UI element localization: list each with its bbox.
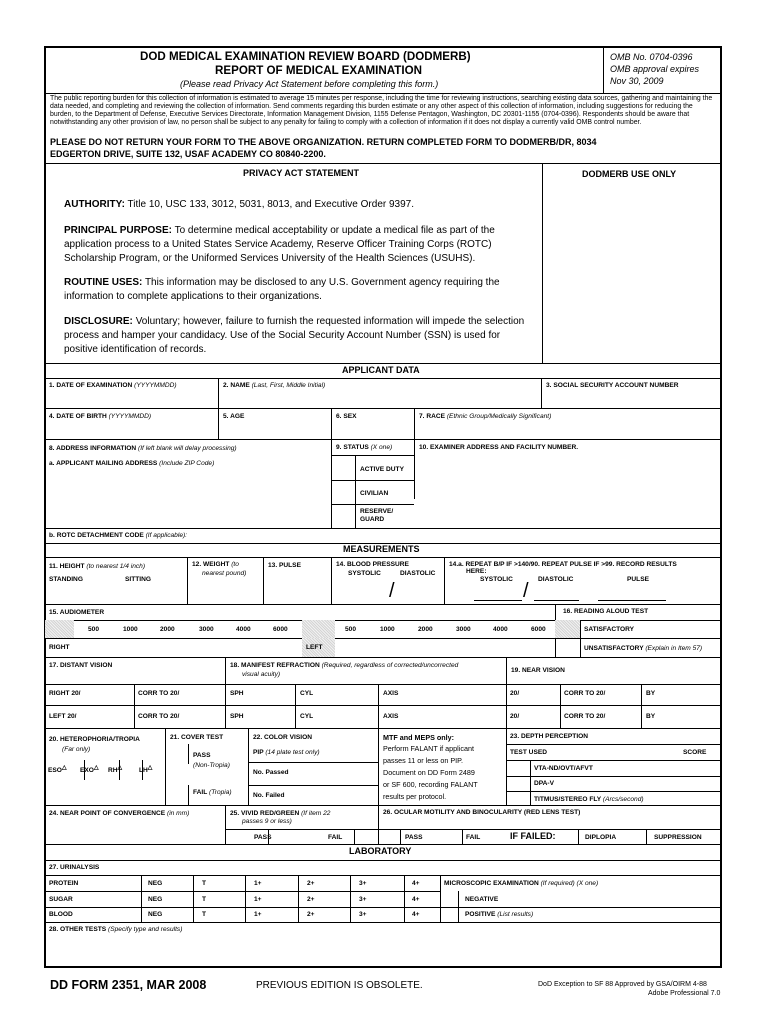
- ocular-pass-option[interactable]: PASS: [405, 834, 423, 841]
- prism-icon: △: [117, 765, 123, 771]
- dodmerb-use-only: DODMERB USE ONLY: [582, 169, 677, 179]
- freq-500-right: 500: [88, 626, 100, 633]
- microscopic-label: MICROSCOPIC EXAMINATION (If required) (X one): [444, 880, 599, 887]
- right-near-corr-field[interactable]: CORR TO 20/: [564, 690, 606, 697]
- freq-500-left: 500: [345, 626, 357, 633]
- near-point-label[interactable]: 24. NEAR POINT OF CONVERGENCE (in mm): [49, 810, 190, 817]
- blood-neg[interactable]: NEG: [148, 911, 163, 918]
- sitting-label[interactable]: SITTING: [125, 576, 152, 583]
- diplopia-option[interactable]: DIPLOPIA: [585, 834, 617, 841]
- protein-2plus[interactable]: 2+: [307, 880, 315, 887]
- freq-1000-right: 1000: [123, 626, 138, 633]
- cover-fail-option[interactable]: FAIL (Tropia): [193, 789, 232, 796]
- protein-label: PROTEIN: [49, 880, 79, 887]
- depth-perception-label: 23. DEPTH PERCEPTION: [510, 733, 589, 740]
- color-vision-label: 22. COLOR VISION: [253, 734, 312, 741]
- sugar-1plus[interactable]: 1+: [254, 896, 262, 903]
- other-tests-label[interactable]: 28. OTHER TESTS (Specify type and results): [49, 926, 183, 933]
- bp-systolic-label: SYSTOLIC: [348, 570, 381, 577]
- protein-trace[interactable]: T: [202, 880, 207, 887]
- omb-date: Nov 30, 2009: [610, 76, 664, 86]
- titmus-option[interactable]: TITMUS/STEREO FLY (Arcs/second): [534, 796, 644, 803]
- freq-3000-right: 3000: [199, 626, 214, 633]
- protein-neg[interactable]: NEG: [148, 880, 163, 887]
- date-of-birth-label[interactable]: 4. DATE OF BIRTH (YYYYMMDD): [49, 413, 152, 420]
- form-subtitle: REPORT OF MEDICAL EXAMINATION: [215, 64, 422, 77]
- measurements-title: MEASUREMENTS: [343, 544, 420, 554]
- score-label: SCORE: [683, 749, 707, 756]
- positive-option[interactable]: POSITIVE (List results): [465, 911, 534, 918]
- cover-test-label: 21. COVER TEST: [170, 734, 224, 741]
- weight-hint: nearest pound): [202, 570, 247, 577]
- repeat-diastolic-line[interactable]: [534, 600, 579, 601]
- unsatisfactory-option[interactable]: UNSATISFACTORY (Explain in Item 57): [584, 645, 703, 652]
- left-ear-label[interactable]: LEFT: [306, 644, 323, 651]
- audiometer-shade-left: [45, 620, 74, 638]
- far-only-hint: (Far only): [62, 746, 91, 753]
- laboratory-title: LABORATORY: [349, 846, 412, 856]
- right-near-20-field[interactable]: 20/: [510, 690, 520, 697]
- vivid-fail-option[interactable]: FAIL: [328, 834, 343, 841]
- privacy-act-title: PRIVACY ACT STATEMENT: [243, 168, 360, 178]
- manifest-refraction-label: 18. MANIFEST REFRACTION (Required, regardless of corrected/uncorrected: [230, 662, 459, 669]
- blood-1plus[interactable]: 1+: [254, 911, 262, 918]
- repeat-diastolic-label: DIASTOLIC: [538, 576, 574, 583]
- bp-diastolic-label: DIASTOLIC: [400, 570, 436, 577]
- lh-field[interactable]: LH△: [139, 765, 153, 775]
- eso-field[interactable]: ESO△: [48, 765, 67, 775]
- sugar-label: SUGAR: [49, 896, 73, 903]
- right-cyl-field[interactable]: CYL: [300, 690, 314, 697]
- sugar-3plus[interactable]: 3+: [359, 896, 367, 903]
- cover-pass-option[interactable]: PASS: [193, 752, 211, 759]
- sugar-2plus[interactable]: 2+: [307, 896, 315, 903]
- reading-aloud-label: 16. READING ALOUD TEST: [563, 608, 649, 615]
- vta-option[interactable]: VTA-ND/OVT/AFVT: [534, 765, 593, 772]
- right-sph-field[interactable]: SPH: [230, 690, 244, 697]
- left-20-field[interactable]: LEFT 20/: [49, 713, 77, 720]
- mtf-line-2: passes 11 or less on PIP.: [383, 756, 464, 765]
- privacy-note: (Please read Privacy Act Statement before completing this form.): [180, 79, 439, 89]
- repeat-pulse-label: PULSE: [627, 576, 649, 583]
- ocular-fail-option[interactable]: FAIL: [466, 834, 481, 841]
- authority-paragraph: AUTHORITY: Title 10, USC 133, 3012, 5031, 8013, and Executive Order 9397.: [64, 199, 415, 210]
- freq-2000-right: 2000: [160, 626, 175, 633]
- height-label: 11. HEIGHT (to nearest 1/4 inch): [49, 563, 146, 570]
- repeat-bp-slash: /: [523, 580, 529, 602]
- near-vision-label: 19. NEAR VISION: [511, 667, 565, 674]
- heterophoria-label: 20. HETEROPHORIA/TROPIA: [49, 736, 140, 743]
- distant-vision-label: 17. DISTANT VISION: [49, 662, 113, 669]
- previous-edition-note: PREVIOUS EDITION IS OBSOLETE.: [256, 980, 423, 991]
- protein-1plus[interactable]: 1+: [254, 880, 262, 887]
- rotc-code-label[interactable]: b. ROTC DETACHMENT CODE (If applicable):: [49, 532, 188, 539]
- name-label[interactable]: 2. NAME (Last, First, Middle Initial): [223, 382, 326, 389]
- mtf-line-1: Perform FALANT if applicant: [383, 744, 474, 753]
- routine-uses-paragraph: ROUTINE USES: This information may be disclosed to any U.S. Government agency requiring the information to complete applications to their organizations.: [64, 277, 500, 302]
- examiner-address-label[interactable]: 10. EXAMINER ADDRESS AND FACILITY NUMBER.: [419, 444, 579, 451]
- status-active-duty[interactable]: ACTIVE DUTY: [360, 466, 404, 473]
- dpa-option[interactable]: DPA-V: [534, 780, 555, 787]
- sugar-neg[interactable]: NEG: [148, 896, 163, 903]
- freq-1000-left: 1000: [380, 626, 395, 633]
- repeat-systolic-label: SYSTOLIC: [480, 576, 513, 583]
- right-ear-label[interactable]: RIGHT: [49, 644, 70, 651]
- ocular-motility-label: 26. OCULAR MOTILITY AND BINOCULARITY (RED LENS TEST): [383, 809, 581, 816]
- non-tropia-hint: (Non-Tropia): [193, 762, 230, 769]
- left-cyl-field[interactable]: CYL: [300, 713, 314, 720]
- blood-label: BLOOD: [49, 911, 73, 918]
- freq-3000-left: 3000: [456, 626, 471, 633]
- race-label[interactable]: 7. RACE (Ethnic Group/Medically Significant): [419, 413, 552, 420]
- right-20-field[interactable]: RIGHT 20/: [49, 690, 81, 697]
- mtf-line-3: Document on DD Form 2489: [383, 768, 475, 777]
- form-number: DD FORM 2351, MAR 2008: [50, 978, 207, 992]
- repeat-pulse-line[interactable]: [598, 600, 666, 601]
- number-passed-field[interactable]: No. Passed: [253, 769, 289, 776]
- status-label: 9. STATUS (X one): [336, 444, 393, 451]
- status-reserve[interactable]: RESERVE/: [360, 508, 394, 515]
- dod-exception-note: DoD Exception to SF 88 Approved by GSA/OIRM 4-88: [538, 981, 707, 988]
- suppression-option[interactable]: SUPPRESSION: [654, 834, 702, 841]
- prism-icon: △: [61, 765, 67, 771]
- freq-6000-right: 6000: [273, 626, 288, 633]
- freq-6000-left: 6000: [531, 626, 546, 633]
- freq-4000-right: 4000: [236, 626, 251, 633]
- applicant-data-title: APPLICANT DATA: [342, 365, 420, 375]
- right-axis-field[interactable]: AXIS: [383, 690, 399, 697]
- audiometer-shade-right: [302, 620, 335, 638]
- prism-icon: △: [147, 765, 153, 771]
- blood-trace[interactable]: T: [202, 911, 207, 918]
- repeat-systolic-line[interactable]: [474, 600, 522, 601]
- left-sph-field[interactable]: SPH: [230, 713, 244, 720]
- vivid-pass-option[interactable]: PASS: [254, 834, 272, 841]
- mtf-meps-title: MTF and MEPS only:: [383, 733, 455, 742]
- left-corr-field[interactable]: CORR TO 20/: [138, 713, 180, 720]
- number-failed-field[interactable]: No. Failed: [253, 792, 285, 799]
- protein-3plus[interactable]: 3+: [359, 880, 367, 887]
- ssn-label[interactable]: 3. SOCIAL SECURITY ACCOUNT NUMBER: [546, 382, 679, 389]
- audiometer-label: 15. AUDIOMETER: [49, 609, 105, 616]
- protein-4plus[interactable]: 4+: [412, 880, 420, 887]
- sex-label[interactable]: 6. SEX: [336, 413, 357, 420]
- pip-label: PIP (14 plate test only): [253, 749, 320, 756]
- urinalysis-label: 27. URINALYSIS: [49, 864, 100, 871]
- address-info-label: 8. ADDRESS INFORMATION (If left blank will delay processing): [49, 445, 237, 452]
- return-instructions-1: PLEASE DO NOT RETURN YOUR FORM TO THE ABOVE ORGANIZATION. RETURN COMPLETED FORM TO DODMERB/DR, 8034: [50, 137, 597, 147]
- form-title: DOD MEDICAL EXAMINATION REVIEW BOARD (DODMERB): [140, 50, 471, 63]
- age-label[interactable]: 5. AGE: [223, 413, 245, 420]
- left-near-corr-field[interactable]: CORR TO 20/: [564, 713, 606, 720]
- pulse-label[interactable]: 13. PULSE: [268, 562, 301, 569]
- blood-3plus[interactable]: 3+: [359, 911, 367, 918]
- right-by-field[interactable]: BY: [646, 690, 656, 697]
- blood-4plus[interactable]: 4+: [412, 911, 420, 918]
- return-instructions-2: EDGERTON DRIVE, SUITE 132, USAF ACADEMY CO 80840-2200.: [50, 149, 326, 159]
- repeat-bp-label: 14.a. REPEAT B/P IF >140/90. REPEAT PULSE IF >99. RECORD RESULTS: [449, 561, 677, 568]
- omb-expires: OMB approval expires: [610, 64, 700, 74]
- status-civilian[interactable]: CIVILIAN: [360, 490, 389, 497]
- status-guard[interactable]: GUARD: [360, 516, 385, 523]
- vivid-red-green-label: 25. VIVID RED/GREEN (If item 22: [230, 810, 331, 817]
- mailing-address-label[interactable]: a. APPLICANT MAILING ADDRESS (Include ZIP Code): [49, 460, 215, 467]
- test-used-label: TEST USED: [510, 749, 548, 756]
- mtf-line-4: or SF 600, recording FALANT: [383, 780, 478, 789]
- audiometer-shade-end: [555, 620, 580, 638]
- bp-slash: /: [389, 580, 395, 602]
- adobe-version: Adobe Professional 7.0: [648, 990, 721, 997]
- negative-option[interactable]: NEGATIVE: [465, 896, 499, 903]
- date-of-exam-label[interactable]: 1. DATE OF EXAMINATION (YYYYMMDD): [49, 382, 177, 389]
- blood-2plus[interactable]: 2+: [307, 911, 315, 918]
- manifest-refraction-hint: visual acuity): [242, 671, 281, 678]
- weight-label[interactable]: 12. WEIGHT (to: [192, 561, 239, 568]
- sugar-trace[interactable]: T: [202, 896, 207, 903]
- if-failed-label: IF FAILED:: [510, 831, 556, 841]
- right-corr-field[interactable]: CORR TO 20/: [138, 690, 180, 697]
- satisfactory-option[interactable]: SATISFACTORY: [584, 626, 635, 633]
- burden-statement: The public reporting burden for this collection of information is estimated to average 15 minutes per response, including the time for reviewing instructions, searching existing data sources, gathering and maintaining the data needed, and completing and reviewing the collection of information. Send comments regarding this burden estimate or any other aspect of this collection of information, including suggestions for reducing the burden, to the Department of Defense, Executive Services Directorate, Information Management Division, 1155 Defense Pentagon, Washington, DC 20301-1155 (0704-0396). Respondents should be aware that notwithstanding any other provision of law, no person shall be subject to any penalty for failing to comply with a collection of information if it does not display a currently valid OMB control number.: [50, 95, 713, 127]
- left-axis-field[interactable]: AXIS: [383, 713, 399, 720]
- exo-field[interactable]: EXO△: [80, 765, 99, 775]
- rh-field[interactable]: RH△: [108, 765, 123, 775]
- left-by-field[interactable]: BY: [646, 713, 656, 720]
- vivid-hint: passes 9 or less): [242, 818, 292, 825]
- repeat-here-label: HERE:: [466, 568, 487, 575]
- omb-number: OMB No. 0704-0396: [610, 52, 693, 62]
- disclosure-paragraph: DISCLOSURE: Voluntary; however, failure to furnish the requested information will impede the selection process and hamper your candidacy. Use of the Social Security Account Number (SSN) is used for positive identification of records.: [64, 316, 525, 355]
- left-near-20-field[interactable]: 20/: [510, 713, 520, 720]
- blood-pressure-label: 14. BLOOD PRESSURE: [336, 561, 409, 568]
- freq-4000-left: 4000: [493, 626, 508, 633]
- purpose-paragraph: PRINCIPAL PURPOSE: To determine medical acceptability or update a medical file as part of the application process to a United States Service Academy, Reserve Officer Training Corps (ROTC) Scholarship Program, or the Uniformed Services University of the Health Sciences (USUHS).: [64, 225, 495, 264]
- freq-2000-left: 2000: [418, 626, 433, 633]
- mtf-line-5: results per protocol.: [383, 792, 447, 801]
- sugar-4plus[interactable]: 4+: [412, 896, 420, 903]
- prism-icon: △: [93, 765, 99, 771]
- standing-label[interactable]: STANDING: [49, 576, 83, 583]
